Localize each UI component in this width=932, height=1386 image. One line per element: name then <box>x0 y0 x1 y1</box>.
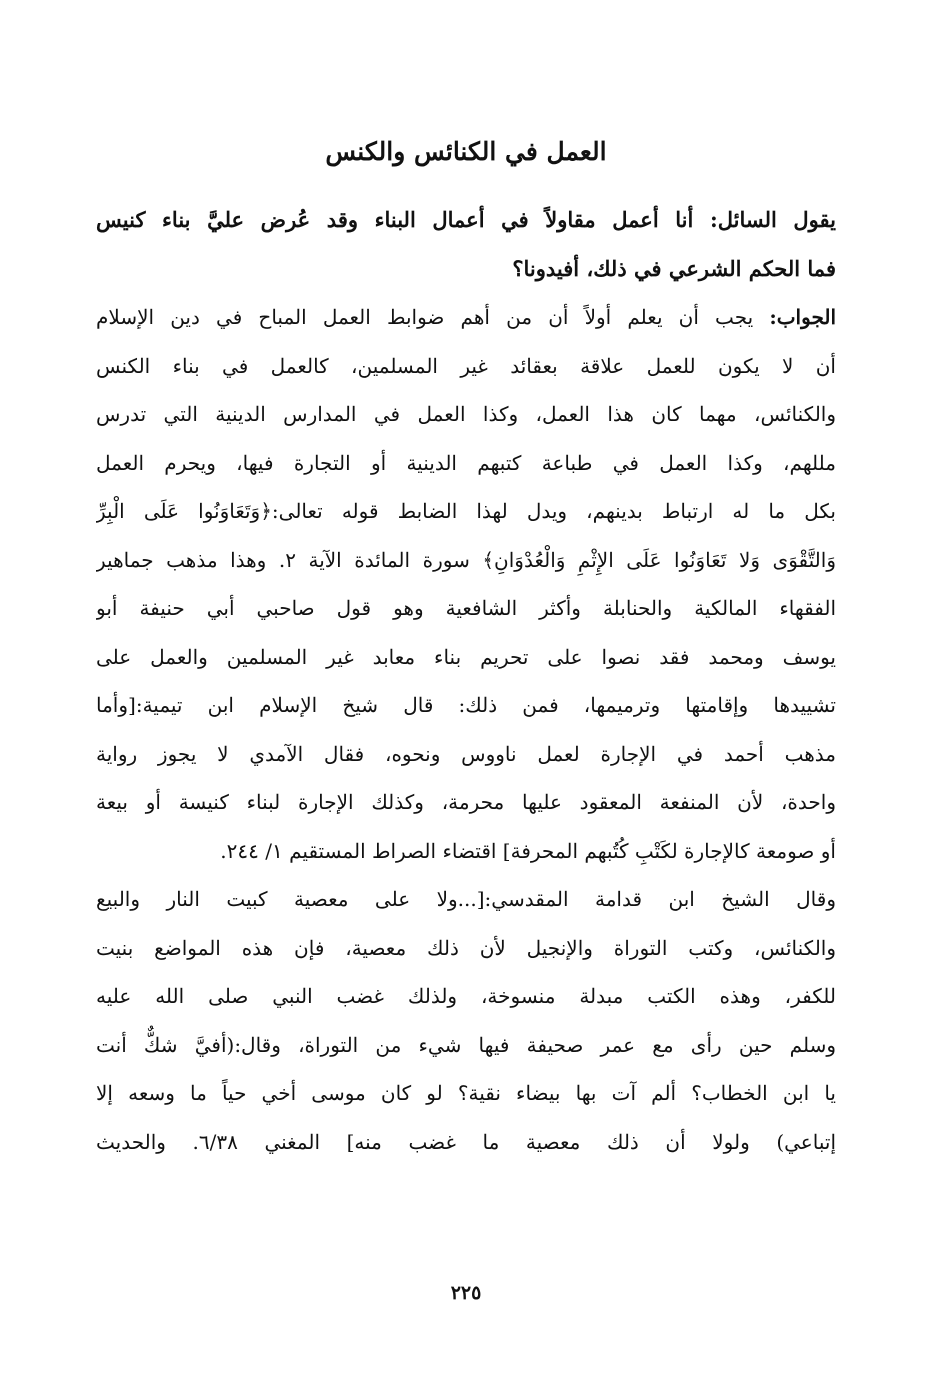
answer-line: إتباعي) ولولا أن ذلك معصية ما غضب منه] المغني ٦/٣٨. والحديث <box>96 1129 836 1154</box>
answer-first-line <box>96 293 836 342</box>
answer-line: يا ابن الخطاب؟ ألم آت بها بيضاء نقية؟ لو كان موسى أخي حياً ما وسعه إلا <box>96 1081 836 1105</box>
answer-line: الفقهاء المالكية والحنابلة وأكثر الشافعية وهو قول صاحبي أبي حنيفة أبو <box>96 596 836 620</box>
page-number: ٢٢٥ <box>450 1282 482 1304</box>
answer-line: تشييدها وإقامتها وترميمها، فمن ذلك: قال شيخ الإسلام ابن تيمية:[وأما <box>96 693 836 717</box>
body-text <box>96 196 836 1166</box>
answer-line: أن لا يكون للعمل علاقة بعقائد غير المسلمين، كالعمل في بناء الكنس <box>96 353 836 378</box>
answer-line: بكل ما له ارتباط بدينهم، ويدل لهذا الضابط قوله تعالى:﴿وَتَعَاوَنُوا عَلَى الْبِرِّ <box>96 499 836 523</box>
answer-paragraph <box>96 293 836 1166</box>
answer-line: مذهب أحمد في الإجارة لعمل ناووس ونحوه، فقال الآمدي لا يجوز رواية <box>96 741 836 766</box>
question-line: فما الحكم الشرعي في ذلك، أفيدونا؟ <box>512 255 836 281</box>
answer-line: يوسف ومحمد فقد نصوا على تحريم بناء معابد غير المسلمين والعمل على <box>96 644 836 669</box>
answer-line: والكنائس، وكتب التوراة والإنجيل لأن ذلك معصية، فإن هذه المواضع بنيت <box>96 935 836 960</box>
question-paragraph <box>96 196 836 293</box>
answer-label: الجواب: <box>769 305 836 329</box>
answer-line: والكنائس، مهما كان هذا العمل، وكذا العمل في المدارس الدينية التي تدرس <box>96 402 836 426</box>
answer-line: مللهم، وكذا العمل في طباعة كتبهم الدينية أو التجارة فيها، ويحرم العمل <box>96 450 836 475</box>
answer-line: واحدة، لأن المنفعة المعقود عليها محرمة، وكذلك الإجارة لبناء كنيسة أو بيعة <box>96 790 836 814</box>
answer-first-line-text: يجب أن يعلم أولاً أن من أهم ضوابط العمل المباح في دين الإسلام <box>96 305 770 329</box>
answer-line: للكفر، وهذه الكتب مبدلة منسوخة، ولذلك غضب النبي صلى الله عليه <box>96 984 836 1008</box>
answer-line: وَالتَّقْوَى وَلا تَعَاوَنُوا عَلَى الإِثْمِ وَالْعُدْوَانِ﴾ سورة المائدة الآية ٢. وهذا مذهب جماهير <box>96 547 836 572</box>
answer-line: وسلم حين رأى مع عمر صحيفة فيها شيء من التوراة، وقال:(أفيَّ شكٌّ أنت <box>96 1032 836 1057</box>
answer-line: وقال الشيخ ابن قدامة المقدسي:[...ولا على معصية كبيت النار والبيع <box>96 887 836 911</box>
page-title: العمل في الكنائس والكنس <box>325 137 607 166</box>
question-line: يقول السائل: أنا أعمل مقاولاً في أعمال البناء وقد عُرض عليَّ بناء كنيس <box>96 207 836 232</box>
answer-line: أو صومعة كالإجارة لكَتْبِ كُتُبهم المحرفة] اقتضاء الصراط المستقيم ١/ ٢٤٤. <box>220 838 836 863</box>
